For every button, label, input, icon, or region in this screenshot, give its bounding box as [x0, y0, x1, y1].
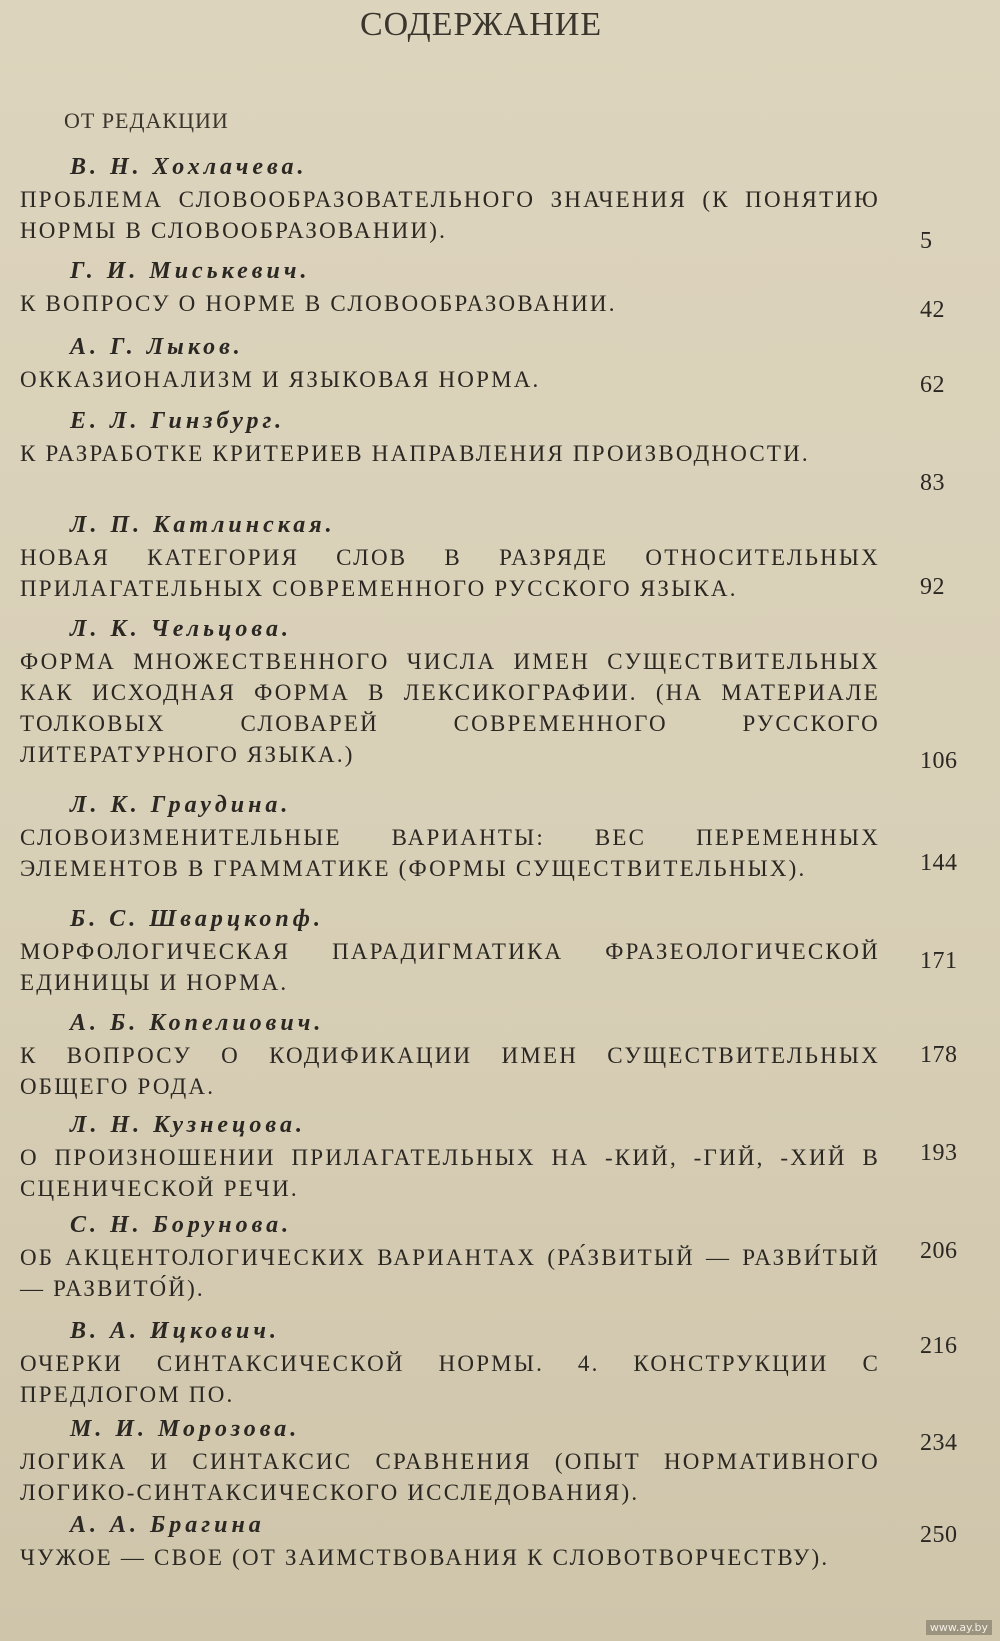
toc-entry	[20, 330, 880, 395]
entry-page-number: 144	[920, 850, 958, 876]
entry-author: А. А. Брагина	[70, 1512, 265, 1538]
from-editors-heading: ОТ РЕДАКЦИИ	[64, 108, 229, 133]
entry-author: А. Б. Копелиович.	[70, 1010, 325, 1036]
entry-page-number: 171	[920, 948, 958, 974]
entry-page-number: 250	[920, 1522, 958, 1548]
entry-title: ОККАЗИОНАЛИЗМ И ЯЗЫКОВАЯ НОРМА.	[20, 367, 541, 392]
entry-page-number: 5	[920, 228, 933, 254]
entry-page-number: 206	[920, 1238, 958, 1264]
entry-author: Г. И. Миськевич.	[70, 258, 311, 284]
entry-title: НОВАЯ КАТЕГОРИЯ СЛОВ В РАЗРЯДЕ ОТНОСИТЕЛЬНЫХ ПРИЛАГАТЕЛЬНЫХ СОВРЕМЕННОГО РУССКОГО ЯЗЫКА.	[20, 545, 880, 601]
entry-title: К ВОПРОСУ О КОДИФИКАЦИИ ИМЕН СУЩЕСТВИТЕЛЬНЫХ ОБЩЕГО РОДА.	[20, 1043, 880, 1099]
entry-author: С. Н. Борунова.	[70, 1212, 293, 1238]
toc-entry	[20, 1006, 880, 1102]
entry-title: ПРОБЛЕМА СЛОВООБРАЗОВАТЕЛЬНОГО ЗНАЧЕНИЯ (К ПОНЯТИЮ НОРМЫ В СЛОВООБРАЗОВАНИИ).	[20, 187, 880, 243]
watermark: www.ay.by	[926, 1620, 992, 1635]
entry-page-number: 193	[920, 1140, 958, 1166]
entry-title: ОБ АКЦЕНТОЛОГИЧЕСКИХ ВАРИАНТАХ (РА́ЗВИТЫЙ — РАЗВИ́ТЫЙ — РАЗВИТО́Й).	[20, 1245, 880, 1301]
entry-page-number: 92	[920, 574, 945, 600]
toc-entry	[20, 1208, 880, 1304]
entry-page-number: 42	[920, 297, 945, 323]
toc-entry	[20, 150, 880, 246]
entry-title: ЧУЖОЕ — СВОЕ (ОТ ЗАИМСТВОВАНИЯ К СЛОВОТВОРЧЕСТВУ).	[20, 1545, 830, 1570]
entry-author: Л. К. Чельцова.	[70, 616, 292, 642]
toc-entry	[20, 254, 880, 319]
entry-title: МОРФОЛОГИЧЕСКАЯ ПАРАДИГМАТИКА ФРАЗЕОЛОГИЧЕСКОЙ ЕДИНИЦЫ И НОРМА.	[20, 939, 880, 995]
entry-author: А. Г. Лыков.	[70, 334, 244, 360]
entry-author: Л. К. Граудина.	[70, 792, 292, 818]
entry-author: Б. С. Шварцкопф.	[70, 906, 324, 932]
entry-author: М. И. Морозова.	[70, 1416, 301, 1442]
entry-page-number: 106	[920, 748, 958, 774]
entry-page-number: 178	[920, 1042, 958, 1068]
toc-entry	[20, 612, 880, 770]
entry-author: Л. П. Катлинская.	[70, 512, 336, 538]
entry-page-number: 83	[920, 470, 945, 496]
entry-page-number: 216	[920, 1333, 958, 1359]
toc-entry	[20, 1314, 880, 1410]
entry-title: О ПРОИЗНОШЕНИИ ПРИЛАГАТЕЛЬНЫХ НА -КИЙ, -ГИЙ, -ХИЙ В СЦЕНИЧЕСКОЙ РЕЧИ.	[20, 1145, 880, 1201]
entry-title: ЛОГИКА И СИНТАКСИС СРАВНЕНИЯ (ОПЫТ НОРМАТИВНОГО ЛОГИКО-СИНТАКСИЧЕСКОГО ИССЛЕДОВАНИЯ).	[20, 1449, 880, 1505]
entry-author: В. Н. Хохлачева.	[70, 154, 308, 180]
entry-author: Л. Н. Кузнецова.	[70, 1112, 306, 1138]
entry-title: ФОРМА МНОЖЕСТВЕННОГО ЧИСЛА ИМЕН СУЩЕСТВИТЕЛЬНЫХ КАК ИСХОДНАЯ ФОРМА В ЛЕКСИКОГРАФИИ. (НА МАТЕРИАЛЕ ТОЛКОВЫХ СЛОВАРЕЙ СОВРЕМЕННОГО РУССКОГО ЛИТЕРАТУРНОГО ЯЗЫКА.)	[20, 649, 880, 767]
toc-entry	[20, 1412, 880, 1508]
toc-entry	[20, 1508, 880, 1573]
entry-title: К РАЗРАБОТКЕ КРИТЕРИЕВ НАПРАВЛЕНИЯ ПРОИЗВОДНОСТИ.	[20, 441, 810, 466]
entry-title: ОЧЕРКИ СИНТАКСИЧЕСКОЙ НОРМЫ. 4. КОНСТРУКЦИИ С ПРЕДЛОГОМ ПО.	[20, 1351, 880, 1407]
toc-entry	[20, 508, 880, 604]
entry-author: В. А. Ицкович.	[70, 1318, 280, 1344]
toc-entry	[20, 404, 880, 469]
entry-author: Е. Л. Гинзбург.	[70, 408, 286, 434]
toc-entry	[20, 1108, 880, 1204]
page-title: СОДЕРЖАНИЕ	[360, 6, 603, 43]
toc-entry	[20, 788, 880, 884]
toc-entry	[20, 902, 880, 998]
entry-page-number: 62	[920, 372, 945, 398]
entry-title: К ВОПРОСУ О НОРМЕ В СЛОВООБРАЗОВАНИИ.	[20, 291, 617, 316]
entry-title: СЛОВОИЗМЕНИТЕЛЬНЫЕ ВАРИАНТЫ: ВЕС ПЕРЕМЕННЫХ ЭЛЕМЕНТОВ В ГРАММАТИКЕ (ФОРМЫ СУЩЕСТВИТЕЛЬНЫХ).	[20, 825, 880, 881]
entry-page-number: 234	[920, 1430, 958, 1456]
